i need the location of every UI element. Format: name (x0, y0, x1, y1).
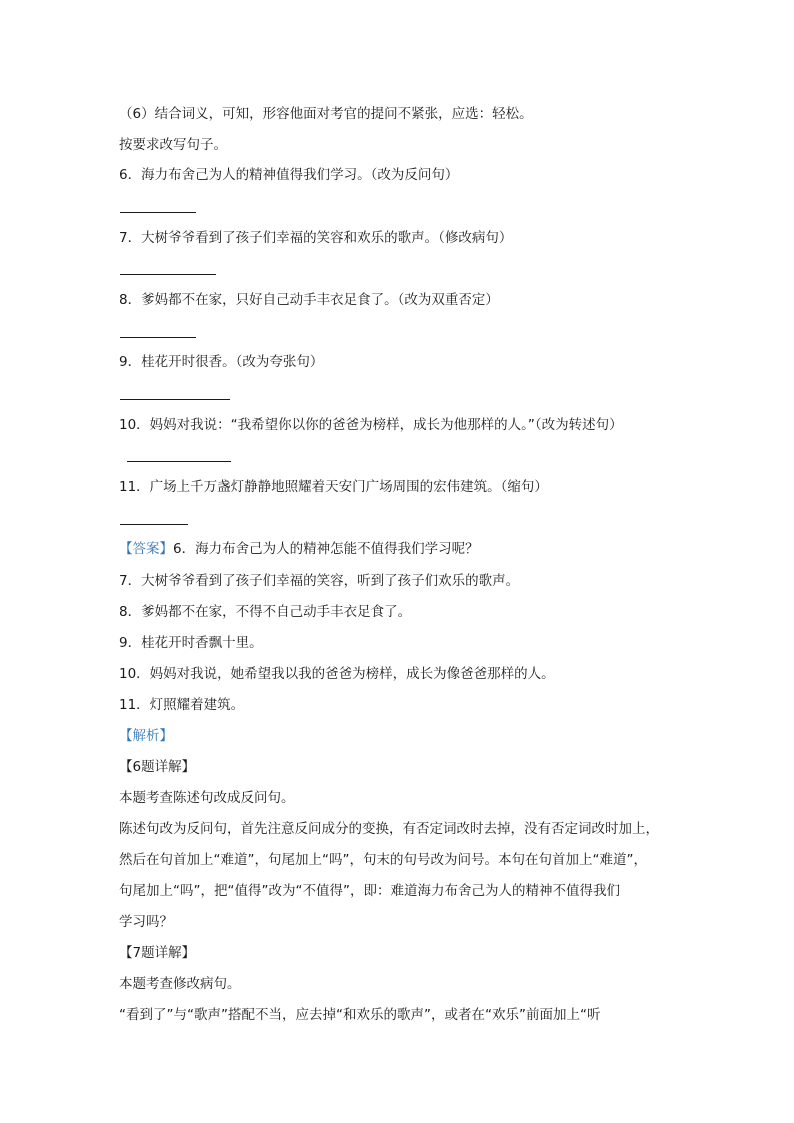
answer-blank-11 (120, 524, 188, 525)
answer-6: 6．海力布舍己为人的精神怎能不值得我们学习呢？ (173, 541, 479, 557)
detail-6-line: 然后在句首加上“难道”，句尾加上“吗”，句末的句号改为问号。本句在句首加上“难道”， (119, 852, 647, 868)
answer-11: 11．灯照耀着建筑。 (119, 697, 245, 713)
question-6: 6．海力布舍己为人的精神值得我们学习。（改为反问句） (119, 167, 459, 183)
answer-9: 9．桂花开时香飘十里。 (119, 635, 263, 651)
detail-7-line: “看到了”与“歌声”搭配不当，应去掉“和欢乐的歌声”，或者在“欢乐”前面加上“听 (119, 1007, 601, 1023)
answer-10: 10．妈妈对我说，她希望我以我的爸爸为榜样，成长为像爸爸那样的人。 (119, 666, 555, 682)
answer-blank-6 (120, 212, 196, 213)
question-7: 7．大树爷爷看到了孩子们幸福的笑容和欢乐的歌声。（修改病句） (119, 230, 513, 246)
instruction: 按要求改写句子。 (119, 137, 227, 153)
answer-tag: 【答案】 (119, 541, 173, 557)
question-9: 9．桂花开时很香。（改为夸张句） (119, 354, 324, 370)
question-8: 8．爹妈都不在家，只好自己动手丰衣足食了。（改为双重否定） (119, 292, 499, 308)
detail-7-line: 本题考查修改病句。 (119, 976, 241, 992)
detail-6-heading: 【6题详解】 (119, 759, 196, 775)
answer-blank-10 (127, 461, 231, 462)
detail-6-line: 句尾加上“吗”，把“值得”改为“不值得”，即：难道海力布舍己为人的精神不值得我们 (119, 883, 620, 899)
answer-8: 8．爹妈都不在家，不得不自己动手丰衣足食了。 (119, 604, 412, 620)
question-10: 10．妈妈对我说：“我希望你以你的爸爸为榜样，成长为他那样的人。”（改为转述句） (119, 417, 623, 433)
detail-6-line: 本题考查陈述句改成反问句。 (119, 790, 295, 806)
detail-6-line: 学习吗？ (119, 914, 173, 930)
answer-blank-9 (120, 399, 230, 400)
question-11: 11．广场上千万盏灯静静地照耀着天安门广场周围的宏伟建筑。（缩句） (119, 479, 548, 495)
top-note: （6）结合词义，可知，形容他面对考官的提问不紧张，应选：轻松。 (119, 106, 533, 122)
answer-7: 7．大树爷爷看到了孩子们幸福的笑容，听到了孩子们欢乐的歌声。 (119, 573, 520, 589)
analysis-tag: 【解析】 (119, 728, 173, 744)
answer-blank-7 (120, 274, 216, 275)
answer-blank-8 (120, 337, 196, 338)
detail-7-heading: 【7题详解】 (119, 945, 196, 961)
answer-6-line (119, 540, 479, 558)
detail-6-line: 陈述句改为反问句，首先注意反问成分的变换，有否定词改时去掉，没有否定词改时加上， (119, 821, 659, 837)
